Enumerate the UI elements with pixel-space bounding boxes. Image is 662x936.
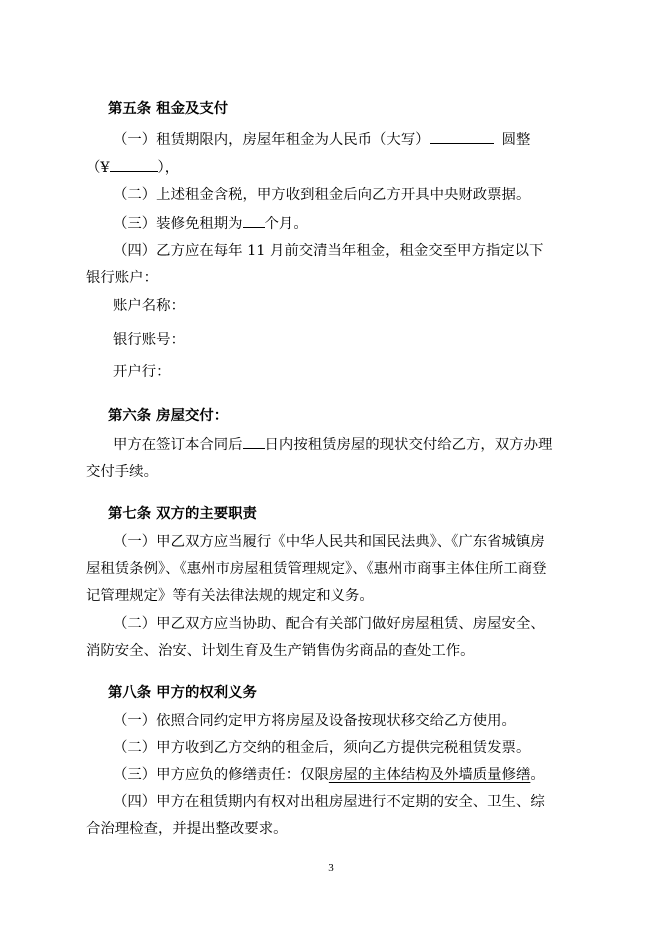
article-8-para-1: （一）依照合同约定甲方将房屋及设备按现状移交给乙方使用。 bbox=[113, 713, 516, 729]
article-5-para-1-cont bbox=[86, 157, 586, 178]
account-number-label: 银行账号： bbox=[113, 332, 185, 348]
article-6-para-1-text: 甲方在签订本合同后 bbox=[113, 437, 243, 453]
article-8-para-2: （二）甲方收到乙方交纳的租金后，须向乙方提供完税租赁发票。 bbox=[113, 740, 531, 756]
article-5-para-1 bbox=[113, 129, 586, 150]
rent-free-months-blank bbox=[243, 213, 265, 228]
article-7-para-1: （一）甲乙双方应当履行《中华人民共和国民法典》、《广东省城镇房 bbox=[113, 534, 545, 550]
article-6-para-1-cont: 交付手续。 bbox=[86, 464, 158, 480]
article-5-para-2: （二）上述租金含税，甲方收到租金后向乙方开具中央财政票据。 bbox=[113, 187, 531, 203]
article-7-para-1-line-3: 记管理规定》等有关法律法规的规定和义务。 bbox=[86, 588, 374, 604]
article-5-para-3-text: （三）装修免租期为 bbox=[113, 216, 243, 232]
article-6-para-1-suffix: 日内按租赁房屋的现状交付给乙方，双方办理 bbox=[264, 437, 553, 453]
article-6-para-1 bbox=[113, 434, 586, 455]
article-8-para-4-cont: 合治理检查，并提出整改要求。 bbox=[86, 821, 288, 837]
repair-scope-underlined: 房屋的主体结构及外墙质量修缮 bbox=[328, 767, 531, 783]
article-8-para-3-text: （三）甲方应负的修缮责任：仅限 bbox=[113, 767, 329, 783]
delivery-days-blank bbox=[243, 434, 265, 449]
rent-amount-blank bbox=[430, 129, 494, 144]
article-7-para-2: （二）甲乙双方应当协助、配合有关部门做好房屋租赁、房屋安全、 bbox=[113, 616, 545, 632]
article-6-title: 第六条 房屋交付： bbox=[108, 407, 229, 424]
article-8-title: 第八条 甲方的权利义务 bbox=[108, 684, 257, 701]
article-8-para-4: （四）甲方在租赁期内有权对出租房屋进行不定期的安全、卫生、综 bbox=[113, 794, 545, 810]
article-5-para-3 bbox=[113, 213, 586, 234]
article-7-para-1-line-2: 屋租赁条例》、《惠州市房屋租赁管理规定》、《惠州市商事主体住所工商登 bbox=[86, 561, 547, 577]
article-5-para-1-suffix: 圆整 bbox=[501, 132, 531, 148]
article-5-para-1-text: （一）租赁期限内，房屋年租金为人民币（大写） bbox=[113, 132, 430, 148]
article-7-title: 第七条 双方的主要职责 bbox=[108, 505, 257, 522]
rent-number-blank bbox=[110, 157, 158, 172]
page-number: 3 bbox=[328, 862, 334, 874]
article-5-title: 第五条 租金及支付 bbox=[108, 100, 229, 117]
rent-yen-prefix: （¥ bbox=[86, 160, 110, 176]
article-5-para-4: （四）乙方应在每年 11 月前交清当年租金，租金交至甲方指定以下 bbox=[113, 243, 544, 259]
article-7-para-2-cont: 消防安全、治安、计划生育及生产销售伪劣商品的查处工作。 bbox=[86, 643, 475, 659]
article-5-para-4-cont: 银行账户： bbox=[86, 270, 158, 286]
bank-label: 开户行： bbox=[113, 364, 171, 380]
rent-yen-suffix: ）， bbox=[157, 160, 180, 176]
article-8-para-3-suffix: 。 bbox=[530, 767, 545, 783]
article-8-para-3 bbox=[113, 765, 586, 785]
account-name-label: 账户名称： bbox=[113, 298, 185, 314]
article-5-para-3-suffix: 个月。 bbox=[264, 216, 308, 232]
